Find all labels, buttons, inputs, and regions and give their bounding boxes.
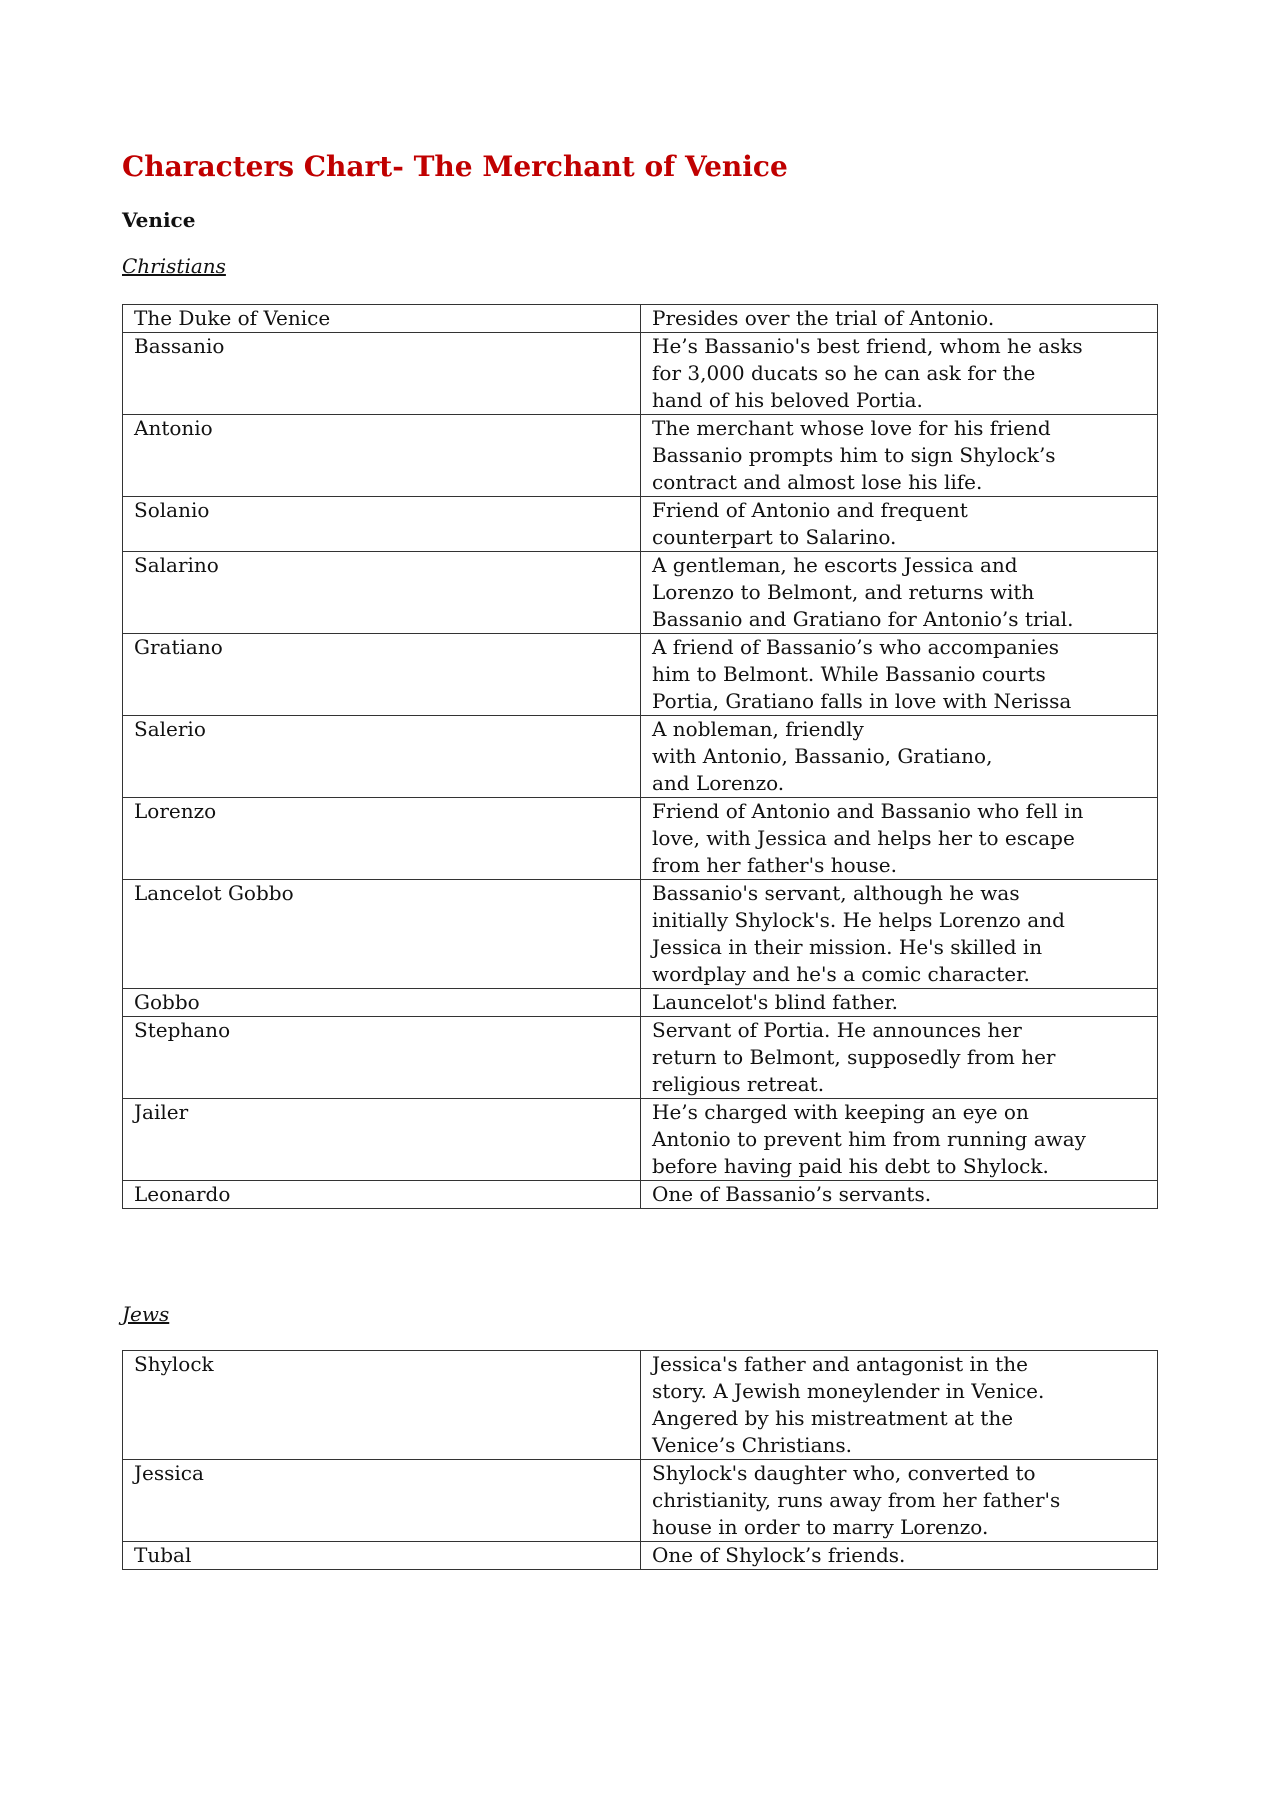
table-row xyxy=(123,1017,1158,1099)
character-name: Salarino xyxy=(123,552,641,634)
character-description: A nobleman, friendly with Antonio, Bassanio, Gratiano, and Lorenzo. xyxy=(641,716,1158,798)
character-description: He’s charged with keeping an eye on Antonio to prevent him from running away before having paid his debt to Shylock. xyxy=(641,1099,1158,1181)
table-row xyxy=(123,305,1158,333)
section-heading-venice: Venice xyxy=(122,208,196,232)
table-row xyxy=(123,1460,1158,1542)
character-name: Shylock xyxy=(123,1351,641,1460)
character-description: The merchant whose love for his friend Bassanio prompts him to sign Shylock’s contract and almost lose his life. xyxy=(641,415,1158,497)
character-description: He’s Bassanio's best friend, whom he asks for 3,000 ducats so he can ask for the hand of his beloved Portia. xyxy=(641,333,1158,415)
character-name: Gratiano xyxy=(123,634,641,716)
character-description: One of Bassanio’s servants. xyxy=(641,1181,1158,1209)
table-row xyxy=(123,333,1158,415)
table-row xyxy=(123,798,1158,880)
character-name: Salerio xyxy=(123,716,641,798)
table-row xyxy=(123,1351,1158,1460)
character-description: Bassanio's servant, although he was initially Shylock's. He helps Lorenzo and Jessica in their mission. He's skilled in wordplay and he's a comic character. xyxy=(641,880,1158,989)
character-name: Tubal xyxy=(123,1542,641,1570)
group-label-jews: Jews xyxy=(122,1302,170,1326)
table-row xyxy=(123,415,1158,497)
table-row xyxy=(123,552,1158,634)
character-description: A gentleman, he escorts Jessica and Lorenzo to Belmont, and returns with Bassanio and Gratiano for Antonio’s trial. xyxy=(641,552,1158,634)
character-name: Solanio xyxy=(123,497,641,552)
character-name: Jailer xyxy=(123,1099,641,1181)
table-row xyxy=(123,1181,1158,1209)
character-description: Shylock's daughter who, converted to christianity, runs away from her father's house in order to marry Lorenzo. xyxy=(641,1460,1158,1542)
character-description: Friend of Antonio and Bassanio who fell in love, with Jessica and helps her to escape from her father's house. xyxy=(641,798,1158,880)
character-name: Lancelot Gobbo xyxy=(123,880,641,989)
character-name: Gobbo xyxy=(123,989,641,1017)
character-description: Launcelot's blind father. xyxy=(641,989,1158,1017)
jews-table xyxy=(122,1350,1158,1570)
character-description: Presides over the trial of Antonio. xyxy=(641,305,1158,333)
character-description: Friend of Antonio and frequent counterpart to Salarino. xyxy=(641,497,1158,552)
christians-table xyxy=(122,304,1158,1209)
character-name: Leonardo xyxy=(123,1181,641,1209)
table-row xyxy=(123,1099,1158,1181)
character-name: Jessica xyxy=(123,1460,641,1542)
table-row xyxy=(123,634,1158,716)
table-row xyxy=(123,880,1158,989)
character-name: The Duke of Venice xyxy=(123,305,641,333)
table-row xyxy=(123,716,1158,798)
character-description: Jessica's father and antagonist in the story. A Jewish moneylender in Venice. Angered by his mistreatment at the Venice’s Christians. xyxy=(641,1351,1158,1460)
table-row xyxy=(123,497,1158,552)
character-name: Lorenzo xyxy=(123,798,641,880)
character-name: Antonio xyxy=(123,415,641,497)
character-name: Stephano xyxy=(123,1017,641,1099)
table-row xyxy=(123,1542,1158,1570)
page-title: Characters Chart- The Merchant of Venice xyxy=(122,150,788,183)
character-description: A friend of Bassanio’s who accompanies him to Belmont. While Bassanio courts Portia, Gratiano falls in love with Nerissa xyxy=(641,634,1158,716)
table-row xyxy=(123,989,1158,1017)
character-name: Bassanio xyxy=(123,333,641,415)
character-description: One of Shylock’s friends. xyxy=(641,1542,1158,1570)
group-label-christians: Christians xyxy=(122,254,226,278)
character-description: Servant of Portia. He announces her return to Belmont, supposedly from her religious retreat. xyxy=(641,1017,1158,1099)
